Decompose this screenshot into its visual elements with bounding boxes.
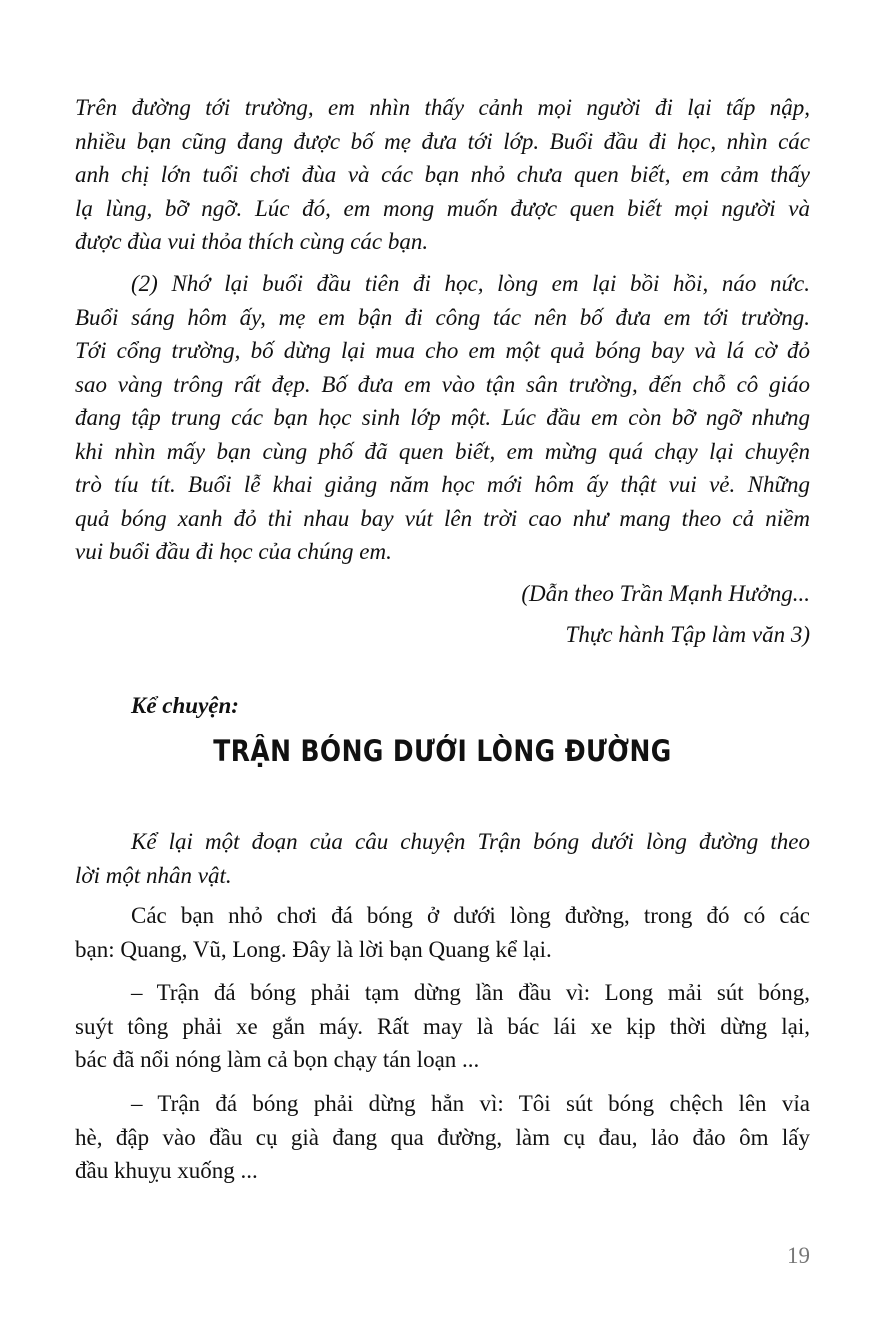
task-prompt <box>75 825 810 892</box>
text-line: Buổi sáng hôm ấy, mẹ em bận đi công tác nên bố đưa em tới trường. <box>75 304 810 330</box>
story-paragraph-second-stop <box>75 1087 810 1188</box>
text-line: bạn: Quang, Vũ, Long. Đây là lời bạn Quang kể lại. <box>75 936 552 962</box>
text-line: suýt tông phải xe gắn máy. Rất may là bác lái xe kịp thời dừng lại, <box>75 1013 810 1039</box>
text-line: trò tíu tít. Buổi lễ khai giảng năm học mới hôm ấy thật vui vẻ. Những <box>75 472 810 497</box>
text-line: lạ lùng, bỡ ngỡ. Lúc đó, em mong muốn được quen biết mọi người và <box>75 195 810 221</box>
story-paragraph-intro <box>75 899 810 966</box>
text-line: sao vàng trông rất đẹp. Bố đưa em vào tận sân trường, đến chỗ cô giáo <box>75 371 810 397</box>
text-line: bác đã nổi nóng làm cả bọn chạy tán loạn ... <box>75 1047 480 1072</box>
paragraph-intro <box>75 91 810 259</box>
citation-line-2: Thực hành Tập làm văn 3) <box>565 622 810 647</box>
citation-line-1: (Dẫn theo Trần Mạnh Hưởng... <box>521 581 810 606</box>
text-line: – Trận đá bóng phải dừng hẳn vì: Tôi sút bóng chệch lên vỉa <box>131 1091 810 1116</box>
text-line: quả bóng xanh đỏ thi nhau bay vút lên trời cao như mang theo cả niềm <box>75 505 810 531</box>
text-line: – Trận đá bóng phải tạm dừng lần đầu vì: Long mải sút bóng, <box>131 980 810 1005</box>
paragraph-2 <box>75 267 810 569</box>
text-line: vui buổi đầu đi học của chúng em. <box>75 539 392 564</box>
text-line: được đùa vui thỏa thích cùng các bạn. <box>75 229 429 254</box>
text-line: nhiều bạn cũng đang được bố mẹ đưa tới lớp. Buổi đầu đi học, nhìn các <box>75 128 810 154</box>
story-paragraph-first-stop <box>75 976 810 1077</box>
page-number: 19 <box>787 1243 810 1268</box>
text-line: đầu khuỵu xuống ... <box>75 1158 258 1183</box>
text-line: lời một nhân vật. <box>75 862 232 888</box>
section-title: TRẬN BÓNG DƯỚI LÒNG ĐƯỜNG <box>213 734 672 768</box>
text-line: Trên đường tới trường, em nhìn thấy cảnh mọi người đi lại tấp nập, <box>75 95 810 120</box>
text-line: Các bạn nhỏ chơi đá bóng ở dưới lòng đường, trong đó có các <box>131 903 810 928</box>
text-line: hè, đập vào đầu cụ già đang qua đường, làm cụ đau, lảo đảo ôm lấy <box>75 1124 810 1150</box>
text-line: đang tập trung các bạn học sinh lớp một. Lúc đầu em còn bỡ ngỡ nhưng <box>75 405 810 430</box>
text-line: (2) Nhớ lại buổi đầu tiên đi học, lòng em lại bồi hồi, náo nức. <box>131 271 810 296</box>
text-line: Kể lại một đoạn của câu chuyện Trận bóng dưới lòng đường theo <box>131 829 810 854</box>
text-line: anh chị lớn tuổi chơi đùa và các bạn nhỏ chưa quen biết, em cảm thấy <box>75 162 810 187</box>
text-line: Tới cổng trường, bố dừng lại mua cho em một quả bóng bay và lá cờ đỏ <box>75 338 810 363</box>
section-label: Kể chuyện: <box>131 693 239 718</box>
text-line: khi nhìn mấy bạn cùng phố đã quen biết, em mừng quá chạy lại chuyện <box>75 438 810 464</box>
